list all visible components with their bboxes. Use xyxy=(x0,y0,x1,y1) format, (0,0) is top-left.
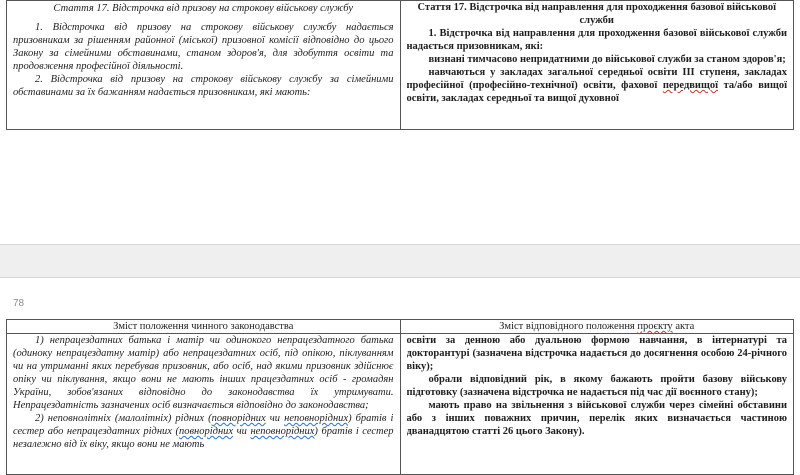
paragraph: 1. Відстрочка від направлення для проходження базової військової служби надається призовникам, які: xyxy=(406,28,787,52)
paragraph: 1. Відстрочка від призову на строкову військову службу надається призовникам за рішенням районної (міської) призовної комісії відповідно до цього Закону за сімейними обставинами, станом здоров'я, для здобуття освіти та продовження професійної діяльності. xyxy=(13,22,394,72)
paragraph: мають право на звільнення з військової служби через сімейні обставини або з інших поважних причин, перелік яких визначається частиною дванадцятою статті 26 цього Закону). xyxy=(406,400,787,437)
paragraph: 2) неповнолітніх (малолітніх) рідних (повнорідних чи неповнорідних) братів і сестер або непрацездатних рідних (повнорідних чи неповнорідних) братів і сестер незалежно від їх віку, якщо вони не мають xyxy=(13,413,394,450)
table-header-row xyxy=(7,320,794,334)
page-break xyxy=(0,244,800,278)
spellcheck-word: повнорідних xyxy=(178,426,234,437)
table-row xyxy=(7,1,794,130)
paragraph: визнані тимчасово непридатними до військової служби за станом здоров'я; xyxy=(428,54,786,65)
column-header-draft: Зміст відповідного положення проєкту акта xyxy=(400,320,794,334)
draft-law-cell xyxy=(400,334,794,475)
article-title-current: Стаття 17. Відстрочка від призову на строкову військову службу xyxy=(53,3,354,14)
paragraph: 2. Відстрочка від призову на строкову військову службу за сімейними обставинами за їх бажанням надається призовникам, які мають: xyxy=(13,74,394,98)
spellcheck-word: неповнорідних xyxy=(284,413,349,424)
spellcheck-word: проєкту xyxy=(637,321,673,332)
current-law-cell xyxy=(7,1,401,130)
paragraph: навчаються у закладах загальної середньої освіти ІІІ ступеня, закладах професійної (професійно-технічної) освіти, фахової передвищої та/або вищої освіти, закладах середньої та вищої духовної xyxy=(406,67,787,104)
draft-law-cell xyxy=(400,1,794,130)
spellcheck-word: неповнорідних xyxy=(250,426,315,437)
table-row xyxy=(7,334,794,475)
comparison-table-top xyxy=(6,0,794,130)
paragraph: обрали відповідний рік, в якому бажають пройти базову військову підготовку (зазначена відстрочка не надається під час дії воєнного стану); xyxy=(406,374,787,398)
spellcheck-word: передвищої xyxy=(662,80,719,91)
paragraph: 1) непрацездатних батька і матір чи одинокого непрацездатного батька (одиноку непрацездатну матір) або непрацездатних осіб, під опікою, піклуванням чи на утриманні яких перебував призовник, або осіб, над якими призовник здійснює опіку чи піклування, якщо вони не мають інших працездатних осіб - громадян України, зобов'язаних відповідно до законодавства їх утримувати. Непрацездатність зазначених осіб визначається відповідно до законодавства; xyxy=(13,335,394,411)
comparison-table-bottom xyxy=(6,319,794,475)
article-title-draft: Стаття 17. Відстрочка від направлення для проходження базової військової служби xyxy=(417,2,777,26)
column-header-current: Зміст положення чинного законодавства xyxy=(7,320,401,334)
spellcheck-word: повнорідних xyxy=(211,413,266,424)
document-page-bottom xyxy=(0,278,800,469)
page-number: 78 xyxy=(13,298,25,309)
paragraph: освіти за денною або дуальною формою навчання, в інтернатурі та докторантурі (зазначена відстрочка надається до досягнення особою 24-річного віку); xyxy=(406,335,787,372)
current-law-cell xyxy=(7,334,401,475)
